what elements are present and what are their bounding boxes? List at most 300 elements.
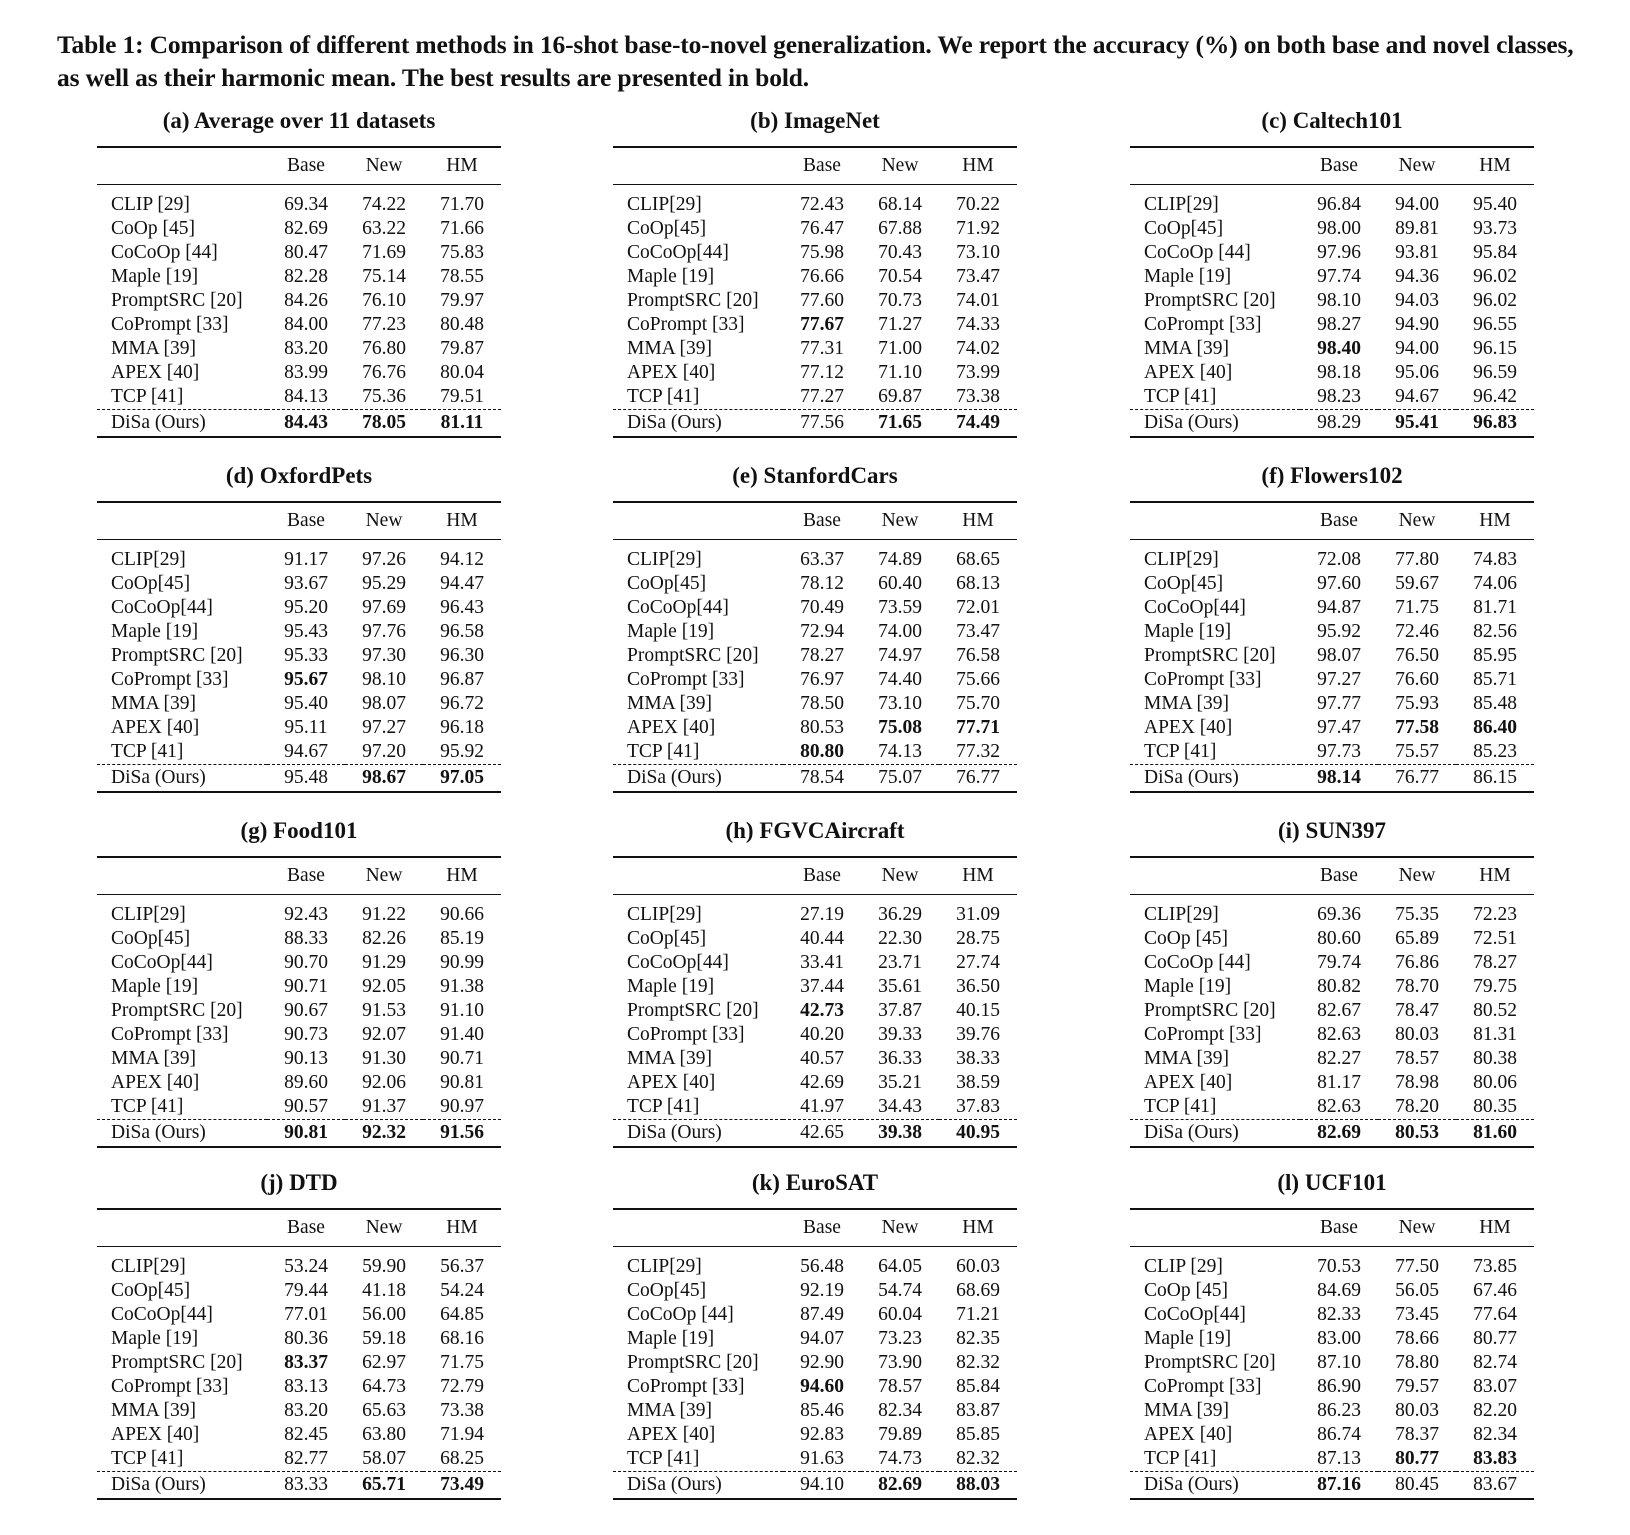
score-cell: 98.29 xyxy=(1300,410,1378,438)
score-cell: 94.00 xyxy=(1395,194,1439,215)
column-header-hm: HM xyxy=(939,857,1017,895)
score-cell: 72.43 xyxy=(800,194,844,215)
score-cell: 76.76 xyxy=(362,362,406,383)
score-cell: 71.10 xyxy=(878,362,922,383)
score-cell: 96.55 xyxy=(1473,314,1517,335)
score-cell: 74.22 xyxy=(362,194,406,215)
table-row xyxy=(1130,241,1534,265)
score-cell: 75.36 xyxy=(362,386,406,407)
score-cell: 75.07 xyxy=(861,765,939,793)
method-name: CLIP[29] xyxy=(111,1256,186,1277)
score-cell: 79.57 xyxy=(1395,1376,1439,1397)
header-row xyxy=(613,147,1017,185)
table-row xyxy=(97,337,501,361)
score-cell: 78.27 xyxy=(1473,952,1517,973)
method-name: DiSa (Ours) xyxy=(1130,410,1300,438)
score-cell: 54.24 xyxy=(440,1280,484,1301)
score-cell: 69.87 xyxy=(878,386,922,407)
score-cell: 28.75 xyxy=(956,928,1000,949)
score-cell: 97.47 xyxy=(1317,717,1361,738)
score-cell: 91.29 xyxy=(362,952,406,973)
score-cell: 73.47 xyxy=(956,266,1000,287)
score-cell: 83.87 xyxy=(956,1400,1000,1421)
table-row xyxy=(97,692,501,716)
score-cell: 40.15 xyxy=(956,1000,1000,1021)
table-row xyxy=(613,1327,1017,1351)
table-row xyxy=(613,185,1017,218)
panel-title: (d) OxfordPets xyxy=(225,463,373,488)
method-name: DiSa (Ours) xyxy=(613,765,783,793)
score-cell: 75.70 xyxy=(956,693,1000,714)
score-cell: 82.20 xyxy=(1473,1400,1517,1421)
score-cell: 76.58 xyxy=(956,645,1000,666)
method-name: CoPrompt [33] xyxy=(1144,1024,1262,1045)
score-cell: 41.18 xyxy=(362,1280,406,1301)
table-row xyxy=(1130,337,1534,361)
method-name: MMA [39] xyxy=(1144,1048,1230,1069)
column-header-hm: HM xyxy=(1456,502,1534,540)
method-name: CLIP [29] xyxy=(111,194,190,215)
table-row xyxy=(1130,1247,1534,1280)
results-table xyxy=(613,1208,1017,1500)
score-cell: 94.00 xyxy=(1395,338,1439,359)
results-table xyxy=(1130,856,1534,1148)
panel-title: (b) ImageNet xyxy=(750,108,880,133)
method-name: Maple [19] xyxy=(111,621,199,642)
table-row xyxy=(1130,289,1534,313)
table-row xyxy=(97,1023,501,1047)
score-cell: 86.23 xyxy=(1317,1400,1361,1421)
method-name: Maple [19] xyxy=(1144,976,1232,997)
score-cell: 82.27 xyxy=(1317,1048,1361,1069)
score-cell: 97.74 xyxy=(1317,266,1361,287)
score-cell: 74.73 xyxy=(878,1448,922,1469)
method-name: APEX [40] xyxy=(627,717,716,738)
table-row xyxy=(1130,313,1534,337)
score-cell: 83.07 xyxy=(1473,1376,1517,1397)
score-cell: 82.34 xyxy=(1473,1424,1517,1445)
score-cell: 79.74 xyxy=(1317,952,1361,973)
table-row xyxy=(613,596,1017,620)
method-name: CLIP[29] xyxy=(1144,904,1219,925)
score-cell: 74.02 xyxy=(956,338,1000,359)
score-cell: 92.32 xyxy=(345,1120,423,1148)
table-row xyxy=(97,572,501,596)
method-name: CoCoOp[44] xyxy=(627,952,729,973)
results-table xyxy=(1130,146,1534,438)
table-row xyxy=(97,361,501,385)
method-name: TCP [41] xyxy=(627,1448,700,1469)
method-name: MMA [39] xyxy=(111,338,197,359)
score-cell: 80.47 xyxy=(284,242,328,263)
score-cell: 71.94 xyxy=(440,1424,484,1445)
method-name: CoCoOp[44] xyxy=(111,952,213,973)
score-cell: 78.27 xyxy=(800,645,844,666)
score-cell: 41.97 xyxy=(800,1096,844,1117)
score-cell: 77.32 xyxy=(956,741,1000,762)
score-cell: 76.77 xyxy=(1378,765,1456,793)
method-name: DiSa (Ours) xyxy=(97,765,267,793)
method-name: PromptSRC [20] xyxy=(111,1352,243,1373)
score-cell: 90.81 xyxy=(267,1120,345,1148)
score-cell: 64.05 xyxy=(878,1256,922,1277)
table-row xyxy=(97,1247,501,1280)
score-cell: 90.99 xyxy=(440,952,484,973)
column-header-new: New xyxy=(861,502,939,540)
score-cell: 81.71 xyxy=(1473,597,1517,618)
method-name: CoOp[45] xyxy=(627,1280,707,1301)
column-header-new: New xyxy=(1378,502,1456,540)
method-name: CoOp[45] xyxy=(111,573,191,594)
score-cell: 87.16 xyxy=(1300,1472,1378,1500)
method-name: CLIP[29] xyxy=(1144,194,1219,215)
table-panel xyxy=(1130,814,1534,1148)
results-table xyxy=(613,501,1017,793)
score-cell: 97.05 xyxy=(423,765,501,793)
score-cell: 78.80 xyxy=(1395,1352,1439,1373)
results-table xyxy=(97,146,501,438)
score-cell: 79.51 xyxy=(440,386,484,407)
method-name: CoPrompt [33] xyxy=(627,314,745,335)
column-header-new: New xyxy=(1378,147,1456,185)
results-table xyxy=(97,856,501,1148)
table-row xyxy=(613,241,1017,265)
score-cell: 73.10 xyxy=(956,242,1000,263)
panel-title: (l) UCF101 xyxy=(1277,1170,1387,1195)
method-name: PromptSRC [20] xyxy=(1144,290,1276,311)
score-cell: 97.30 xyxy=(362,645,406,666)
score-cell: 39.76 xyxy=(956,1024,1000,1045)
score-cell: 85.48 xyxy=(1473,693,1517,714)
table-panel xyxy=(97,1166,501,1500)
score-cell: 98.40 xyxy=(1317,338,1361,359)
score-cell: 77.23 xyxy=(362,314,406,335)
table-row xyxy=(613,289,1017,313)
score-cell: 56.48 xyxy=(800,1256,844,1277)
score-cell: 87.10 xyxy=(1317,1352,1361,1373)
score-cell: 80.45 xyxy=(1378,1472,1456,1500)
column-header-base: Base xyxy=(1300,1209,1378,1247)
method-name: CLIP[29] xyxy=(627,1256,702,1277)
table-row xyxy=(1130,217,1534,241)
score-cell: 83.37 xyxy=(284,1352,328,1373)
column-header-base: Base xyxy=(783,147,861,185)
score-cell: 56.05 xyxy=(1395,1280,1439,1301)
score-cell: 93.67 xyxy=(284,573,328,594)
table-row xyxy=(613,1447,1017,1472)
score-cell: 84.69 xyxy=(1317,1280,1361,1301)
score-cell: 95.33 xyxy=(284,645,328,666)
method-name: CoCoOp[44] xyxy=(1144,597,1246,618)
score-cell: 91.37 xyxy=(362,1096,406,1117)
score-cell: 64.85 xyxy=(440,1304,484,1325)
table-row xyxy=(97,265,501,289)
method-name: Maple [19] xyxy=(627,621,715,642)
score-cell: 98.10 xyxy=(1317,290,1361,311)
method-name: PromptSRC [20] xyxy=(111,290,243,311)
score-cell: 77.64 xyxy=(1473,1304,1517,1325)
panel-title: (j) DTD xyxy=(260,1170,338,1195)
table-row xyxy=(97,1447,501,1472)
score-cell: 73.49 xyxy=(423,1472,501,1500)
table-row xyxy=(1130,185,1534,218)
table-panel xyxy=(1130,104,1534,438)
score-cell: 65.89 xyxy=(1395,928,1439,949)
table-row xyxy=(613,1247,1017,1280)
table-row xyxy=(613,716,1017,740)
score-cell: 70.43 xyxy=(878,242,922,263)
score-cell: 96.43 xyxy=(440,597,484,618)
table-row xyxy=(1130,265,1534,289)
score-cell: 76.47 xyxy=(800,218,844,239)
score-cell: 78.50 xyxy=(800,693,844,714)
score-cell: 85.46 xyxy=(800,1400,844,1421)
score-cell: 91.53 xyxy=(362,1000,406,1021)
column-header-hm: HM xyxy=(939,502,1017,540)
method-name: CoOp[45] xyxy=(1144,218,1224,239)
results-table xyxy=(97,501,501,793)
column-header-new: New xyxy=(345,857,423,895)
score-cell: 68.16 xyxy=(440,1328,484,1349)
method-name: DiSa (Ours) xyxy=(613,1472,783,1500)
score-cell: 73.38 xyxy=(956,386,1000,407)
method-name: CoCoOp[44] xyxy=(111,597,213,618)
method-name: MMA [39] xyxy=(627,693,713,714)
score-cell: 67.88 xyxy=(878,218,922,239)
table-row xyxy=(613,1303,1017,1327)
score-cell: 97.20 xyxy=(362,741,406,762)
column-header-hm: HM xyxy=(939,147,1017,185)
score-cell: 78.54 xyxy=(783,765,861,793)
table-row xyxy=(613,692,1017,716)
method-name: CLIP[29] xyxy=(111,904,186,925)
method-name: MMA [39] xyxy=(1144,1400,1230,1421)
header-row xyxy=(97,857,501,895)
method-header xyxy=(97,857,267,895)
table-row xyxy=(613,999,1017,1023)
score-cell: 82.56 xyxy=(1473,621,1517,642)
method-name: CoOp[45] xyxy=(111,928,191,949)
score-cell: 82.32 xyxy=(956,1352,1000,1373)
score-cell: 97.73 xyxy=(1317,741,1361,762)
table-panel xyxy=(613,1166,1017,1500)
score-cell: 37.87 xyxy=(878,1000,922,1021)
table-row xyxy=(1130,927,1534,951)
score-cell: 78.05 xyxy=(345,410,423,438)
table-row xyxy=(613,1279,1017,1303)
table-row xyxy=(1130,361,1534,385)
method-name: DiSa (Ours) xyxy=(1130,1472,1300,1500)
method-name: CoCoOp[44] xyxy=(627,597,729,618)
score-cell: 94.67 xyxy=(1395,386,1439,407)
method-name: CoOp[45] xyxy=(627,928,707,949)
score-cell: 96.72 xyxy=(440,693,484,714)
table-row xyxy=(613,337,1017,361)
score-cell: 76.60 xyxy=(1395,669,1439,690)
score-cell: 86.15 xyxy=(1456,765,1534,793)
method-name: APEX [40] xyxy=(1144,362,1233,383)
score-cell: 90.67 xyxy=(284,1000,328,1021)
score-cell: 60.03 xyxy=(956,1256,1000,1277)
method-name: CoCoOp[44] xyxy=(627,242,729,263)
score-cell: 76.86 xyxy=(1395,952,1439,973)
score-cell: 77.80 xyxy=(1395,549,1439,570)
score-cell: 82.33 xyxy=(1317,1304,1361,1325)
score-cell: 80.03 xyxy=(1395,1024,1439,1045)
table-panel xyxy=(1130,1166,1534,1500)
table-row xyxy=(613,951,1017,975)
table-row xyxy=(1130,596,1534,620)
score-cell: 78.57 xyxy=(1395,1048,1439,1069)
score-cell: 83.13 xyxy=(284,1376,328,1397)
score-cell: 76.66 xyxy=(800,266,844,287)
score-cell: 86.90 xyxy=(1317,1376,1361,1397)
header-row xyxy=(613,857,1017,895)
method-name: PromptSRC [20] xyxy=(1144,1352,1276,1373)
score-cell: 83.20 xyxy=(284,1400,328,1421)
score-cell: 69.36 xyxy=(1317,904,1361,925)
column-header-hm: HM xyxy=(423,147,501,185)
method-name: TCP [41] xyxy=(1144,741,1217,762)
table-row xyxy=(97,1399,501,1423)
table-row xyxy=(97,1095,501,1120)
method-name: PromptSRC [20] xyxy=(627,1000,759,1021)
method-name: TCP [41] xyxy=(111,741,184,762)
table-row xyxy=(97,740,501,765)
score-cell: 63.37 xyxy=(800,549,844,570)
table-row xyxy=(1130,1279,1534,1303)
score-cell: 81.31 xyxy=(1473,1024,1517,1045)
column-header-hm: HM xyxy=(939,1209,1017,1247)
column-header-base: Base xyxy=(783,502,861,540)
table-row xyxy=(1130,1423,1534,1447)
score-cell: 73.59 xyxy=(878,597,922,618)
table-row xyxy=(97,1423,501,1447)
table-row xyxy=(613,1047,1017,1071)
score-cell: 72.01 xyxy=(956,597,1000,618)
score-cell: 65.71 xyxy=(345,1472,423,1500)
table-row xyxy=(97,620,501,644)
method-name: CoPrompt [33] xyxy=(627,1376,745,1397)
method-name: PromptSRC [20] xyxy=(111,645,243,666)
method-header xyxy=(613,502,783,540)
score-cell: 81.17 xyxy=(1317,1072,1361,1093)
score-cell: 42.65 xyxy=(783,1120,861,1148)
table-row xyxy=(97,1375,501,1399)
score-cell: 82.34 xyxy=(878,1400,922,1421)
table-row xyxy=(1130,1047,1534,1071)
score-cell: 82.35 xyxy=(956,1328,1000,1349)
column-header-new: New xyxy=(345,147,423,185)
method-name: TCP [41] xyxy=(1144,1448,1217,1469)
score-cell: 92.07 xyxy=(362,1024,406,1045)
method-name: CoPrompt [33] xyxy=(111,1024,229,1045)
score-cell: 95.06 xyxy=(1395,362,1439,383)
score-cell: 80.06 xyxy=(1473,1072,1517,1093)
method-name: CoOp [45] xyxy=(111,218,195,239)
header-row xyxy=(1130,147,1534,185)
score-cell: 92.06 xyxy=(362,1072,406,1093)
score-cell: 59.18 xyxy=(362,1328,406,1349)
score-cell: 72.23 xyxy=(1473,904,1517,925)
score-cell: 82.63 xyxy=(1317,1096,1361,1117)
table-panel xyxy=(1130,459,1534,793)
score-cell: 79.44 xyxy=(284,1280,328,1301)
score-cell: 23.71 xyxy=(878,952,922,973)
method-name: TCP [41] xyxy=(627,386,700,407)
score-cell: 92.05 xyxy=(362,976,406,997)
table-row xyxy=(1130,1120,1534,1148)
table-panel xyxy=(613,459,1017,793)
method-name: MMA [39] xyxy=(111,1048,197,1069)
score-cell: 40.95 xyxy=(939,1120,1017,1148)
table-row xyxy=(613,540,1017,573)
score-cell: 36.50 xyxy=(956,976,1000,997)
table-caption: Table 1: Comparison of different methods in 16-shot base-to-novel generalization. We report the accuracy (%) on both base and novel classes, as well as their harmonic mean. The best results are presented in bold. xyxy=(57,30,1574,92)
score-cell: 80.53 xyxy=(800,717,844,738)
score-cell: 90.70 xyxy=(284,952,328,973)
score-cell: 87.13 xyxy=(1317,1448,1361,1469)
results-table xyxy=(1130,1208,1534,1500)
score-cell: 40.20 xyxy=(800,1024,844,1045)
method-name: TCP [41] xyxy=(627,741,700,762)
score-cell: 92.83 xyxy=(800,1424,844,1445)
method-name: DiSa (Ours) xyxy=(613,410,783,438)
score-cell: 80.03 xyxy=(1395,1400,1439,1421)
method-name: APEX [40] xyxy=(111,1424,200,1445)
score-cell: 91.38 xyxy=(440,976,484,997)
score-cell: 94.10 xyxy=(783,1472,861,1500)
panel-title: (a) Average over 11 datasets xyxy=(162,108,436,133)
method-name: CoOp[45] xyxy=(1144,573,1224,594)
score-cell: 73.45 xyxy=(1395,1304,1439,1325)
score-cell: 98.10 xyxy=(362,669,406,690)
method-name: Maple [19] xyxy=(111,1328,199,1349)
method-name: APEX [40] xyxy=(111,1072,200,1093)
score-cell: 90.81 xyxy=(440,1072,484,1093)
score-cell: 95.48 xyxy=(267,765,345,793)
method-name: DiSa (Ours) xyxy=(97,410,267,438)
score-cell: 80.80 xyxy=(800,741,844,762)
score-cell: 40.44 xyxy=(800,928,844,949)
score-cell: 96.15 xyxy=(1473,338,1517,359)
header-row xyxy=(97,147,501,185)
table-panel xyxy=(97,459,501,793)
table-row xyxy=(97,999,501,1023)
column-header-new: New xyxy=(861,147,939,185)
table-row xyxy=(1130,572,1534,596)
method-name: PromptSRC [20] xyxy=(627,645,759,666)
method-name: CoCoOp[44] xyxy=(111,1304,213,1325)
score-cell: 68.69 xyxy=(956,1280,1000,1301)
score-cell: 82.32 xyxy=(956,1448,1000,1469)
score-cell: 82.45 xyxy=(284,1424,328,1445)
score-cell: 60.40 xyxy=(878,573,922,594)
method-name: TCP [41] xyxy=(111,1448,184,1469)
results-table xyxy=(613,146,1017,438)
score-cell: 76.50 xyxy=(1395,645,1439,666)
score-cell: 78.37 xyxy=(1395,1424,1439,1445)
score-cell: 82.74 xyxy=(1473,1352,1517,1373)
column-header-hm: HM xyxy=(1456,1209,1534,1247)
header-row xyxy=(1130,857,1534,895)
score-cell: 68.25 xyxy=(440,1448,484,1469)
score-cell: 74.40 xyxy=(878,669,922,690)
score-cell: 96.02 xyxy=(1473,290,1517,311)
score-cell: 77.67 xyxy=(800,314,844,335)
column-header-hm: HM xyxy=(1456,147,1534,185)
score-cell: 96.87 xyxy=(440,669,484,690)
